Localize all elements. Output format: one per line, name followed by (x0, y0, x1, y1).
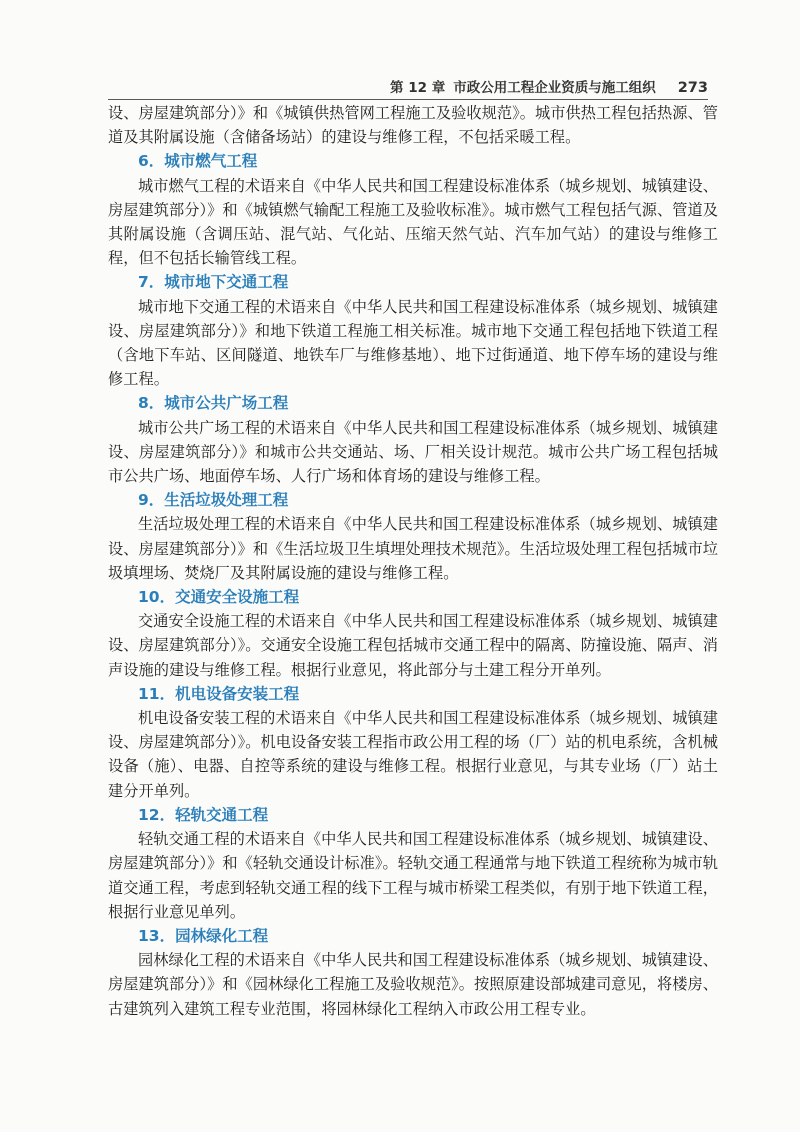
section-paragraph-6: 城市燃气工程的术语来自《中华人民共和国工程建设标准体系（城乡规划、城镇建设、房屋建筑部分）》和《城镇燃气输配工程施工及验收标准》。城市燃气工程包括气源、管道及其附属设施（含调压站、混气站、气化站、压缩天然气站、汽车加气站）的建设与维修工程，但不包括长输管线工程。 (108, 176, 718, 268)
chapter-number: 第 12 章 (390, 80, 446, 96)
section-heading-7: 7．城市地下交通工程 (138, 273, 289, 292)
section-heading-13: 13．园林绿化工程 (138, 926, 269, 945)
section-paragraph-13: 园林绿化工程的术语来自《中华人民共和国工程建设标准体系（城乡规划、城镇建设、房屋建筑部分）》和《园林绿化工程施工及验收规范》。按照原建设部城建司意见，将楼房、古建筑列入建筑工程专业范围，将园林绿化工程纳入市政公用工程专业。 (108, 951, 718, 1018)
section-heading-6: 6．城市燃气工程 (138, 152, 258, 171)
page-body (108, 101, 718, 1021)
section-paragraph-7: 城市地下交通工程的术语来自《中华人民共和国工程建设标准体系（城乡规划、城镇建设、房屋建筑部分）》和地下铁道工程施工相关标准。城市地下交通工程包括地下铁道工程（含地下车站、区间隧道、地铁车厂与维修基地）、地下过街通道、地下停车场的建设与维修工程。 (108, 297, 718, 389)
section-heading-12: 12．轻轨交通工程 (138, 805, 269, 824)
section-paragraph-9: 生活垃圾处理工程的术语来自《中华人民共和国工程建设标准体系（城乡规划、城镇建设、房屋建筑部分）》和《生活垃圾卫生填埋处理技术规范》。生活垃圾处理工程包括城市垃圾填埋场、焚烧厂及其附属设施的建设与维修工程。 (108, 515, 718, 582)
section-heading-10: 10．交通安全设施工程 (138, 588, 300, 607)
intro-paragraph: 设、房屋建筑部分）》和《城镇供热管网工程施工及验收规范》。城市供热工程包括热源、管道及其附属设施（含储备场站）的建设与维修工程，不包括采暖工程。 (108, 104, 718, 147)
section-heading-8: 8．城市公共广场工程 (138, 394, 289, 413)
section-heading-11: 11．机电设备安装工程 (138, 684, 300, 703)
section-heading-9: 9．生活垃圾处理工程 (138, 491, 289, 510)
chapter-title: 市政公用工程企业资质与施工组织 (453, 80, 656, 96)
section-paragraph-8: 城市公共广场工程的术语来自《中华人民共和国工程建设标准体系（城乡规划、城镇建设、房屋建筑部分）》和城市公共交通站、场、厂相关设计规范。城市公共广场工程包括城市公共广场、地面停车场、人行广场和体育场的建设与维修工程。 (108, 418, 718, 486)
running-header (108, 72, 708, 100)
section-paragraph-12: 轻轨交通工程的术语来自《中华人民共和国工程建设标准体系（城乡规划、城镇建设、房屋建筑部分）》和《轻轨交通设计标准》。轻轨交通工程通常与地下铁道工程统称为城市轨道交通工程，考虑到轻轨交通工程的线下工程与城市桥梁工程类似，有别于地下铁道工程，根据行业意见单列。 (108, 830, 718, 921)
section-paragraph-11: 机电设备安装工程的术语来自《中华人民共和国工程建设标准体系（城乡规划、城镇建设、房屋建筑部分）》。机电设备安装工程指市政公用工程的场（厂）站的机电系统，含机械设备（施）、电器、自控等系统的建设与维修工程。根据行业意见，与其专业场（厂）站土建分开单列。 (108, 709, 718, 800)
section-paragraph-10: 交通安全设施工程的术语来自《中华人民共和国工程建设标准体系（城乡规划、城镇建设、房屋建筑部分）》。交通安全设施工程包括城市交通工程中的隔离、防撞设施、隔声、消声设施的建设与维修工程。根据行业意见，将此部分与土建工程分开单列。 (108, 612, 718, 679)
page-number: 273 (677, 80, 708, 96)
